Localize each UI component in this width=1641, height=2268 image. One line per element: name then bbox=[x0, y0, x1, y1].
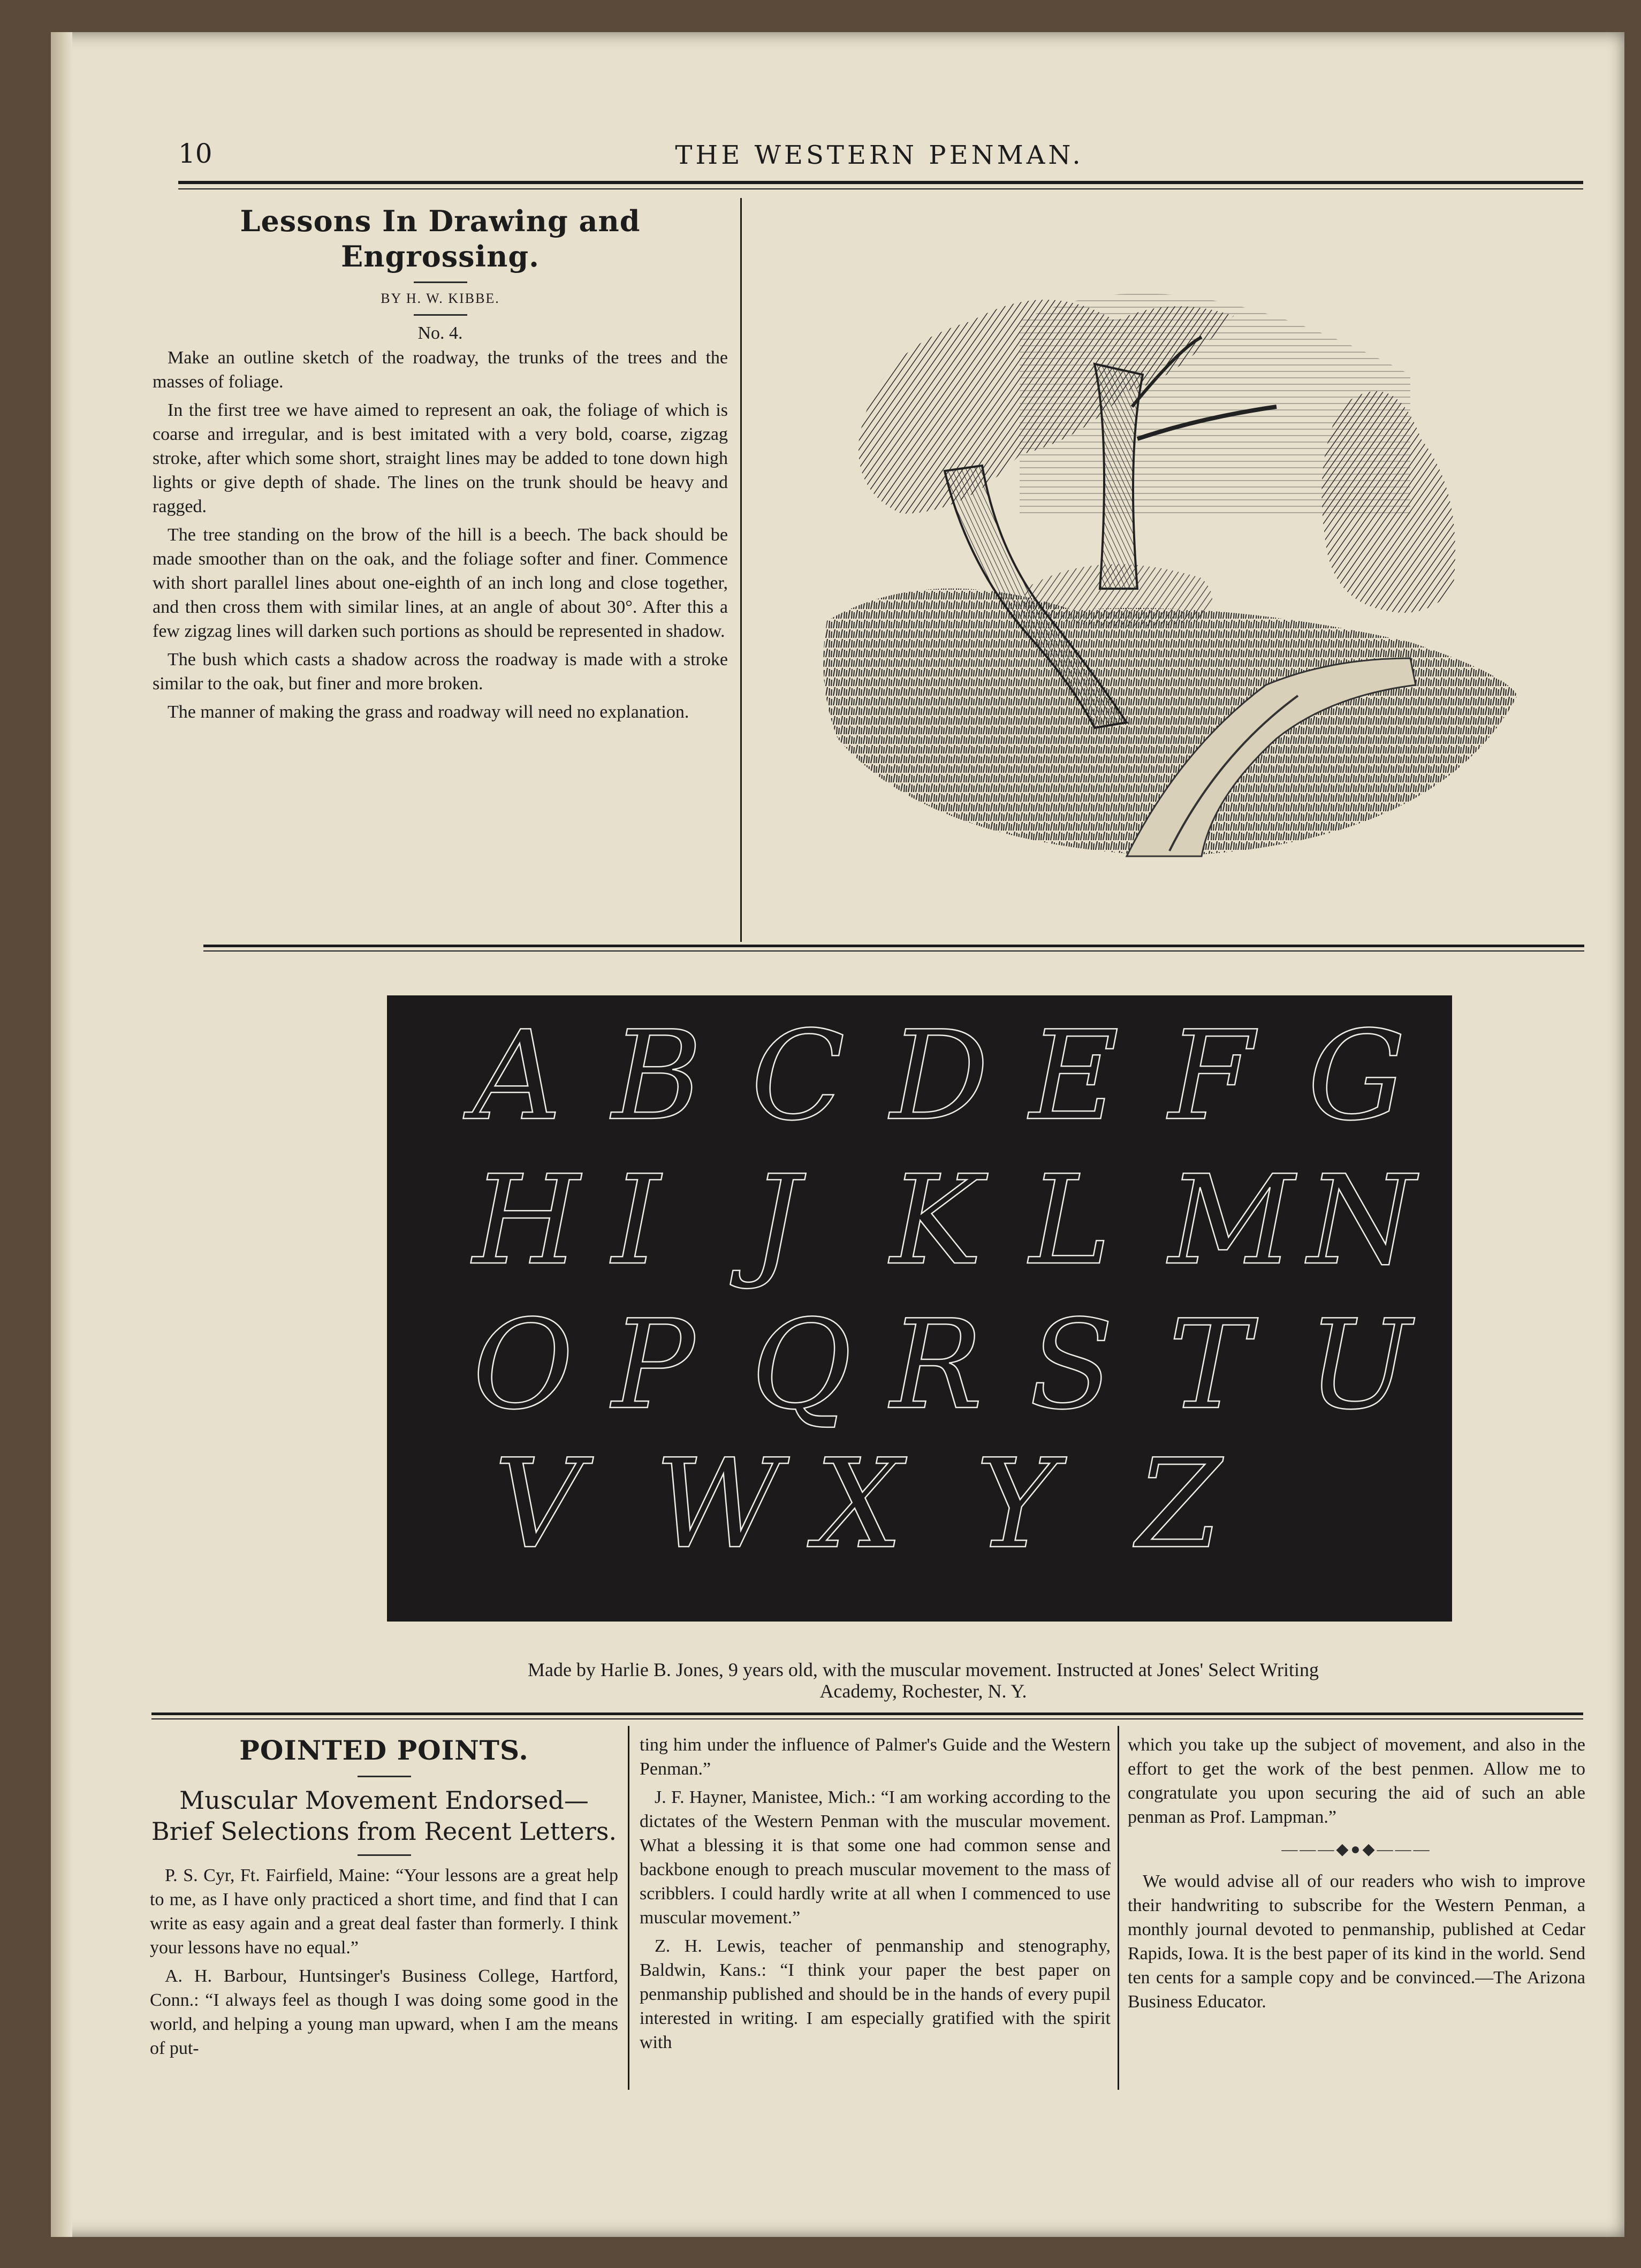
column-divider bbox=[740, 198, 742, 942]
lesson-paragraph: In the first tree we have aimed to represent an oak, the foliage of which is coarse and irregular, and is best imitated with a very bold, coarse, zigzag stroke, after which some short, straight lines may be added to tone down high lights or give depth of shade. The lines on the trunk should be heavy and ragged. bbox=[153, 400, 728, 516]
lesson-paragraph: The tree standing on the brow of the hill is a beech. The back should be made smoother than on the oak, and the foliage softer and finer. Commence with short parallel lines about one-eighth of an inch long and close together, and then cross them with similar lines, at an angle of about 30°. After this a few zigzag lines will darken such portions as should be represented in shadow. bbox=[153, 525, 728, 641]
script-letter-v: V bbox=[494, 1433, 583, 1576]
tree-engraving-illustration bbox=[795, 214, 1544, 878]
page-number: 10 bbox=[178, 138, 212, 169]
running-head bbox=[178, 134, 1581, 177]
section-rule-thin bbox=[203, 950, 1584, 952]
pointed-points-title: POINTED POINTS. bbox=[239, 1734, 529, 1766]
script-letter-d: D bbox=[890, 1005, 989, 1148]
script-letter-c: C bbox=[751, 1005, 845, 1148]
script-letter-q: Q bbox=[751, 1294, 852, 1437]
bottom-section-rule-thick bbox=[151, 1713, 1583, 1715]
script-letter-z: Z bbox=[1136, 1433, 1222, 1576]
script-letter-g: G bbox=[1308, 1005, 1406, 1148]
letter-excerpt: J. F. Hayner, Manistee, Mich.: “I am working according to the dictates of the Western Penman with the muscular movement. What a blessing it is that some one had common sense and backbone enough to preach muscular movement to the mass of scribblers. I could hardly write at all when I commenced to use muscular movement.” bbox=[640, 1787, 1111, 1928]
title-divider bbox=[414, 281, 467, 283]
section-rule-thick bbox=[203, 945, 1584, 947]
script-letter-j: J bbox=[751, 1150, 801, 1292]
letter-excerpt: which you take up the subject of movement, and also in the effort to get the work of the best penmen. Allow me to congratulate you upon securing the aid of such an able penman as Prof. Lampman.” bbox=[1128, 1735, 1585, 1827]
column-divider bbox=[628, 1726, 629, 2090]
pointed-points-column-1 bbox=[150, 1733, 618, 2065]
bottom-section-rule-thin bbox=[151, 1718, 1583, 1719]
script-letter-k: K bbox=[890, 1150, 982, 1292]
lesson-paragraph: The manner of making the grass and roadway will need no explanation. bbox=[168, 702, 689, 722]
pointed-points-column-2 bbox=[640, 1733, 1111, 2059]
drawing-lesson-column bbox=[153, 203, 728, 728]
script-letter-x: X bbox=[815, 1433, 903, 1576]
caption-line2: Academy, Rochester, N. Y. bbox=[819, 1680, 1027, 1702]
lesson-title-line1: Lessons In Drawing and bbox=[240, 204, 641, 238]
caption-line1: Made by Harlie B. Jones, 9 years old, with the muscular movement. Instructed at Jones' Select Writing bbox=[527, 1659, 1319, 1680]
script-letter-o: O bbox=[473, 1294, 574, 1437]
lesson-paragraph: Make an outline sketch of the roadway, the trunks of the trees and the masses of foliage. bbox=[153, 348, 728, 392]
script-letter-i: I bbox=[612, 1150, 660, 1292]
script-letter-t: T bbox=[1168, 1294, 1251, 1437]
letter-excerpt: Z. H. Lewis, teacher of penmanship and stenography, Baldwin, Kans.: “I think your paper the best paper on penmanship published and should be in the hands of every pupil interested in writing. I am especially gratified with the spirit with bbox=[640, 1936, 1111, 2052]
script-letter-n: N bbox=[1308, 1150, 1416, 1292]
script-alphabet-svg bbox=[387, 995, 1452, 1622]
pointed-points-subtitle: Muscular Movement Endorsed—Brief Selections from Recent Letters. bbox=[151, 1786, 617, 1846]
pointed-points-divider bbox=[358, 1776, 411, 1777]
script-letter-p: P bbox=[612, 1294, 695, 1437]
lesson-byline: BY H. W. KIBBE. bbox=[381, 291, 500, 306]
script-letter-e: E bbox=[1029, 1005, 1119, 1148]
alphabet-caption bbox=[426, 1659, 1421, 1702]
letter-excerpt: P. S. Cyr, Ft. Fairfield, Maine: “Your lessons are a great help to me, as I have only practiced a short time, and find that I can write as easy again and a great deal faster than formerly. I think your lessons have no equal.” bbox=[150, 1866, 618, 1958]
magazine-page bbox=[51, 32, 1624, 2237]
lesson-title-line2: Engrossing. bbox=[341, 239, 540, 273]
script-letter-w: W bbox=[655, 1433, 781, 1576]
lesson-paragraph: The bush which casts a shadow across the roadway is made with a stroke similar to the oak, but finer and more broken. bbox=[153, 650, 728, 694]
header-rule-thick bbox=[178, 181, 1583, 184]
letter-excerpt: ting him under the influence of Palmer's Guide and the Western Penman.” bbox=[640, 1735, 1111, 1779]
script-letter-h: H bbox=[473, 1150, 580, 1292]
letter-excerpt: A. H. Barbour, Huntsinger's Business College, Hartford, Conn.: “I always feel as though I was doing some good in the world, and helping a young man upward, when I am the means of put- bbox=[150, 1966, 618, 2058]
script-letter-f: F bbox=[1168, 1005, 1254, 1148]
ornamental-divider: ———◆●◆——— bbox=[1281, 1840, 1432, 1858]
script-letter-u: U bbox=[1308, 1294, 1411, 1437]
pointed-points-column-3 bbox=[1128, 1733, 1585, 2018]
script-letter-a: A bbox=[473, 1005, 562, 1148]
lesson-number: No. 4. bbox=[417, 323, 463, 343]
subscription-notice: We would advise all of our readers who wish to improve their handwriting to subscribe for the Western Penman, a monthly journal devoted to penmanship, published at Cedar Rapids, Iowa. It is the best paper of its kind in the world. Send ten cents for a sample copy and be convinced.—The Arizona Business Educator. bbox=[1128, 1871, 1585, 2012]
header-rule-thin bbox=[178, 188, 1583, 189]
byline-divider bbox=[414, 314, 467, 316]
script-letter-s: S bbox=[1029, 1294, 1114, 1437]
script-letter-b: B bbox=[612, 1005, 703, 1148]
script-letter-y: Y bbox=[976, 1433, 1057, 1576]
script-alphabet-chalkboard bbox=[387, 995, 1452, 1622]
script-letter-m: M bbox=[1168, 1150, 1295, 1292]
script-letter-r: R bbox=[890, 1294, 983, 1437]
script-letter-l: L bbox=[1029, 1150, 1111, 1292]
column-divider bbox=[1118, 1726, 1119, 2090]
subtitle-divider bbox=[358, 1854, 411, 1856]
journal-title: THE WESTERN PENMAN. bbox=[675, 140, 1084, 170]
